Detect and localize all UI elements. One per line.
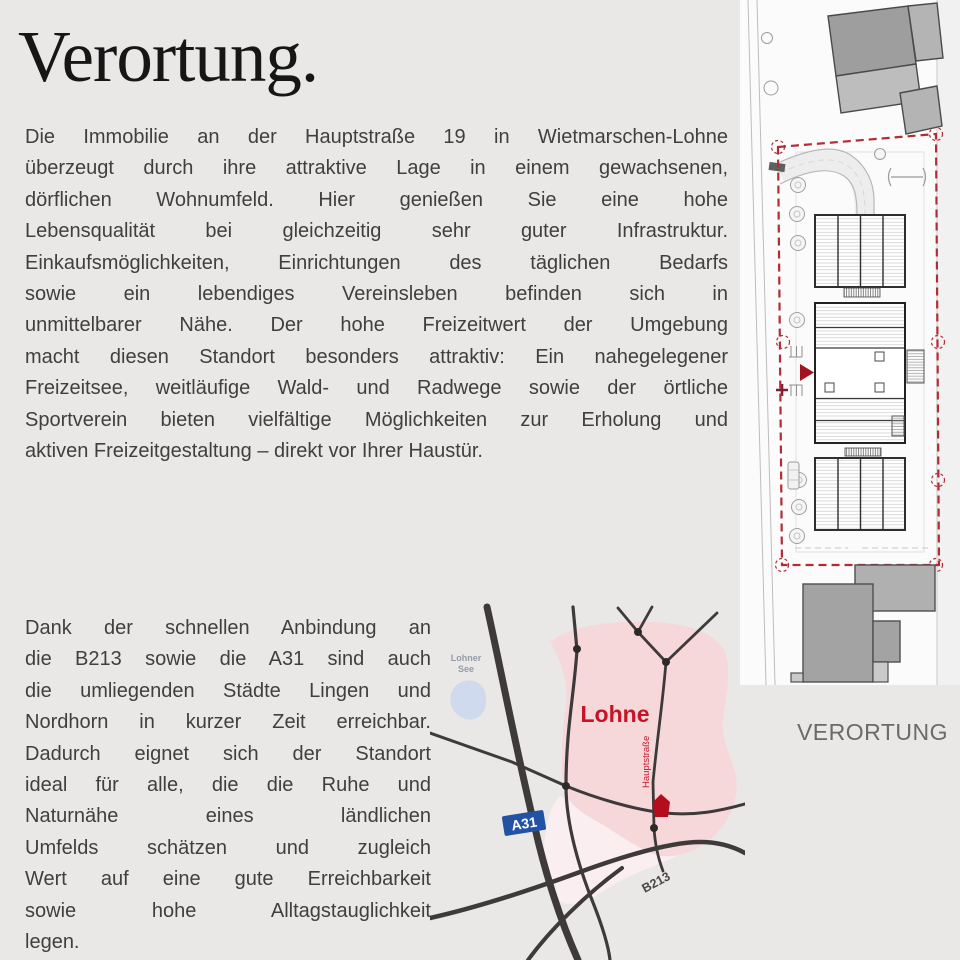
street-label: Hauptstraße [641, 735, 652, 788]
paragraph-line: sowie ein lebendiges Vereinsleben befinden sich in [25, 283, 728, 306]
parked-car-icon [788, 462, 799, 489]
paragraph-line: überzeugt durch ihre attraktive Lage in einem gewachsenen, [25, 157, 728, 180]
svg-text:See: See [457, 664, 475, 674]
page-title: Verortung. [18, 16, 319, 97]
panel-right-strip [937, 0, 960, 685]
paragraph-line: Dank der schnellen Anbindung an [25, 617, 431, 639]
paragraph-line: aktiven Freizeitgestaltung – direkt vor Ihrer Haustür. [25, 440, 483, 463]
lake-label [451, 653, 482, 674]
paragraph-line: Sportverein bieten vielfältige Möglichkeiten zur Erholung und [25, 408, 728, 431]
paragraph-line: Wert auf eine gute Erreichbarkeit [25, 868, 431, 891]
paragraph-line: die umliegenden Städte Lingen und [25, 679, 431, 702]
paragraph-line: die B213 sowie die A31 sind auch [25, 648, 431, 671]
paragraph-line: ideal für alle, die die Ruhe und [25, 774, 431, 797]
vent-strip [845, 448, 881, 456]
paragraph-line: Nordhorn in kurzer Zeit erreichbar. [25, 711, 431, 734]
location-map [430, 600, 745, 960]
site-plan [740, 0, 960, 685]
connectivity-paragraph [25, 613, 431, 958]
town-label: Lohne [580, 701, 650, 727]
lake-shape [450, 680, 486, 719]
a31-shield [502, 810, 547, 836]
west-road [430, 733, 566, 786]
garage-building [815, 458, 905, 530]
paragraph-line: Naturnähe eines ländlichen [25, 805, 431, 828]
paragraph-line: macht diesen Standort besonders attraktiv: Ein nahegelegener [25, 345, 728, 368]
paragraph-line: unmittelbarer Nähe. Der hohe Freizeitwert der Umgebung [25, 314, 728, 337]
a31-shield-label: A31 [510, 813, 539, 834]
main-building [815, 303, 905, 443]
svg-text:Lohner: Lohner [450, 653, 482, 663]
federal-road-label: B213 [639, 869, 673, 896]
paragraph-line: Umfelds schätzen und zugleich [25, 836, 431, 859]
paragraph-line: sowie hohe Alltagstauglichkeit [25, 899, 431, 922]
paragraph-line: Lebensqualität bei gleichzeitig sehr guter Infrastruktur. [25, 220, 728, 243]
paragraph-line: Einkaufsmöglichkeiten, Einrichtungen des täglichen Bedarfs [25, 251, 728, 274]
paragraph-line: Freizeitsee, weitläufige Wald- und Radwege sowie der örtliche [25, 377, 728, 400]
paragraph-line: Dadurch eignet sich der Standort [25, 742, 431, 765]
vent-strip [844, 288, 880, 297]
paragraph-line: legen. [25, 931, 80, 954]
site-plan-caption: VERORTUNG [796, 719, 948, 745]
paragraph-line: dörflichen Wohnumfeld. Hier genießen Sie eine hohe [25, 188, 728, 211]
paragraph-line: Die Immobilie an der Hauptstraße 19 in Wietmarschen-Lohne [25, 126, 728, 148]
intro-paragraph [25, 122, 728, 467]
staircase [907, 350, 924, 383]
carport-building [815, 215, 905, 287]
